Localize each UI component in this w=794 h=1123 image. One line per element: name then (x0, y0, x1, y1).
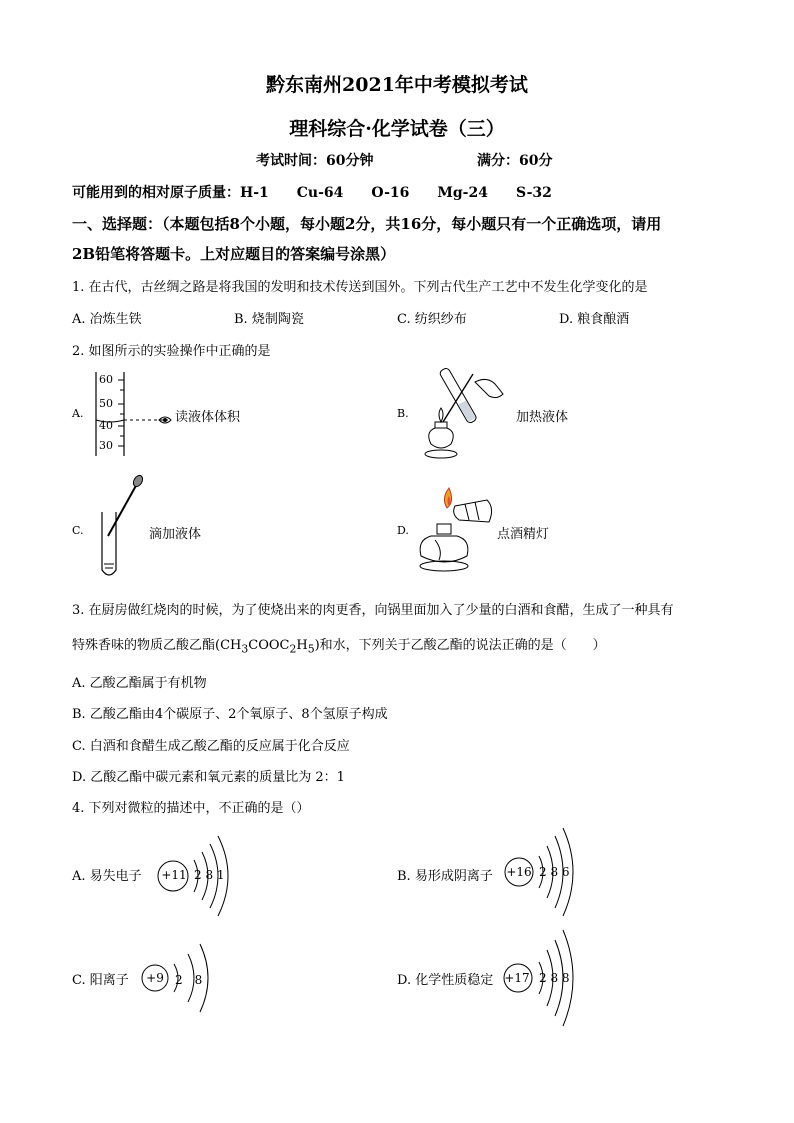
cylinder-tick-30: 30 (99, 439, 113, 452)
atomic-mass-line: 可能用到的相对原子质量：H-1 Cu-64 O-16 Mg-24 S-32 (72, 185, 552, 201)
atom-c-shells: 2 8 (175, 973, 203, 987)
formula-part: H (296, 638, 308, 653)
q2-c-letter: C. (72, 524, 84, 537)
q3-stem-line1: 3. 在厨房做红烧肉的时候，为了使烧出来的肉更香，向锅里面加入了少量的白酒和食醋，生成了一种具有 (72, 603, 674, 618)
dropper-test-tube-icon (96, 474, 146, 584)
alcohol-lamp-lighting-icon (413, 484, 497, 576)
q3-stem-line2 (72, 634, 606, 656)
full-score: 满分：60分 (477, 153, 553, 169)
cylinder-tick-50: 50 (99, 397, 113, 410)
q2-c-caption: 滴加液体 (149, 527, 202, 542)
atom-a-nucleus: +11 (161, 868, 187, 882)
q4-c-label: C. 阳离子 (72, 973, 129, 988)
page-title-line1: 黔东南州2021年中考模拟考试 (266, 74, 528, 96)
q1-option-d: D. 粮食酿酒 (559, 312, 630, 327)
q4-d-label: D. 化学性质稳定 (397, 973, 494, 988)
section-heading-line2: 2B铅笔将答题卡。上对应题目的答案编号涂黑） (72, 245, 396, 263)
section-heading-line1: 一、选择题：（本题包括8个小题，每小题2分，共16分，每小题只有一个正确选项，请用 (72, 215, 662, 233)
q1-option-a: A. 冶炼生铁 (72, 312, 142, 327)
q3-stem-post: )和水，下列关于乙酸乙酯的说法正确的是（ ） (314, 638, 606, 653)
eye-icon (158, 413, 172, 427)
q3-stem-pre: 特殊香味的物质乙酸乙酯( (72, 638, 221, 653)
formula-part: COOC (248, 638, 290, 653)
formula-sub: 5 (307, 642, 315, 656)
formula-sub: 3 (241, 642, 249, 656)
exam-time: 考试时间：60分钟 (256, 153, 374, 169)
q2-b-letter: B. (397, 407, 409, 420)
q2-a-letter: A. (72, 407, 84, 420)
q3-formula (220, 638, 315, 656)
q1-option-c: C. 纺织纱布 (397, 312, 467, 327)
q4-b-label: B. 易形成阴离子 (397, 869, 493, 884)
atom-d-shells: 2 8 8 (539, 971, 570, 985)
cylinder-tick-60: 60 (99, 373, 113, 386)
formula-sub: 2 (289, 642, 297, 656)
atom-b-shells: 2 8 6 (539, 865, 570, 879)
cylinder-tick-40: 40 (99, 419, 113, 432)
q3-option-b: B. 乙酸乙酯由4个碳原子、2个氧原子、8个氢原子构成 (72, 707, 388, 722)
q3-option-d: D. 乙酸乙酯中碳元素和氧元素的质量比为 2：1 (72, 770, 345, 785)
formula-part: CH (220, 638, 242, 653)
q4-a-label: A. 易失电子 (72, 869, 142, 884)
q2-stem: 2. 如图所示的实验操作中正确的是 (72, 344, 271, 359)
page-title-line2: 理科综合·化学试卷（三） (289, 118, 505, 140)
q3-option-c: C. 白酒和食醋生成乙酸乙酯的反应属于化合反应 (72, 739, 350, 754)
atom-a-shells: 2 8 1 (194, 868, 225, 882)
q3-option-a: A. 乙酸乙酯属于有机物 (72, 676, 207, 691)
q2-d-caption: 点酒精灯 (497, 527, 550, 542)
q2-b-caption: 加热液体 (516, 410, 569, 425)
q4-stem: 4. 下列对微粒的描述中，不正确的是（） (72, 801, 310, 816)
q2-d-letter: D. (397, 524, 409, 537)
atom-b-nucleus: +16 (506, 865, 532, 879)
q1-stem: 1. 在古代，古丝绸之路是将我国的发明和技术传送到国外。下列古代生产工艺中不发生化学变化的是 (72, 280, 648, 295)
q1-option-b: B. 烧制陶瓷 (234, 312, 304, 327)
heating-liquid-icon (413, 362, 513, 466)
q2-a-caption: 读液体体积 (175, 410, 241, 425)
atom-d-nucleus: +17 (504, 971, 530, 985)
atom-c-nucleus: +9 (146, 971, 164, 985)
